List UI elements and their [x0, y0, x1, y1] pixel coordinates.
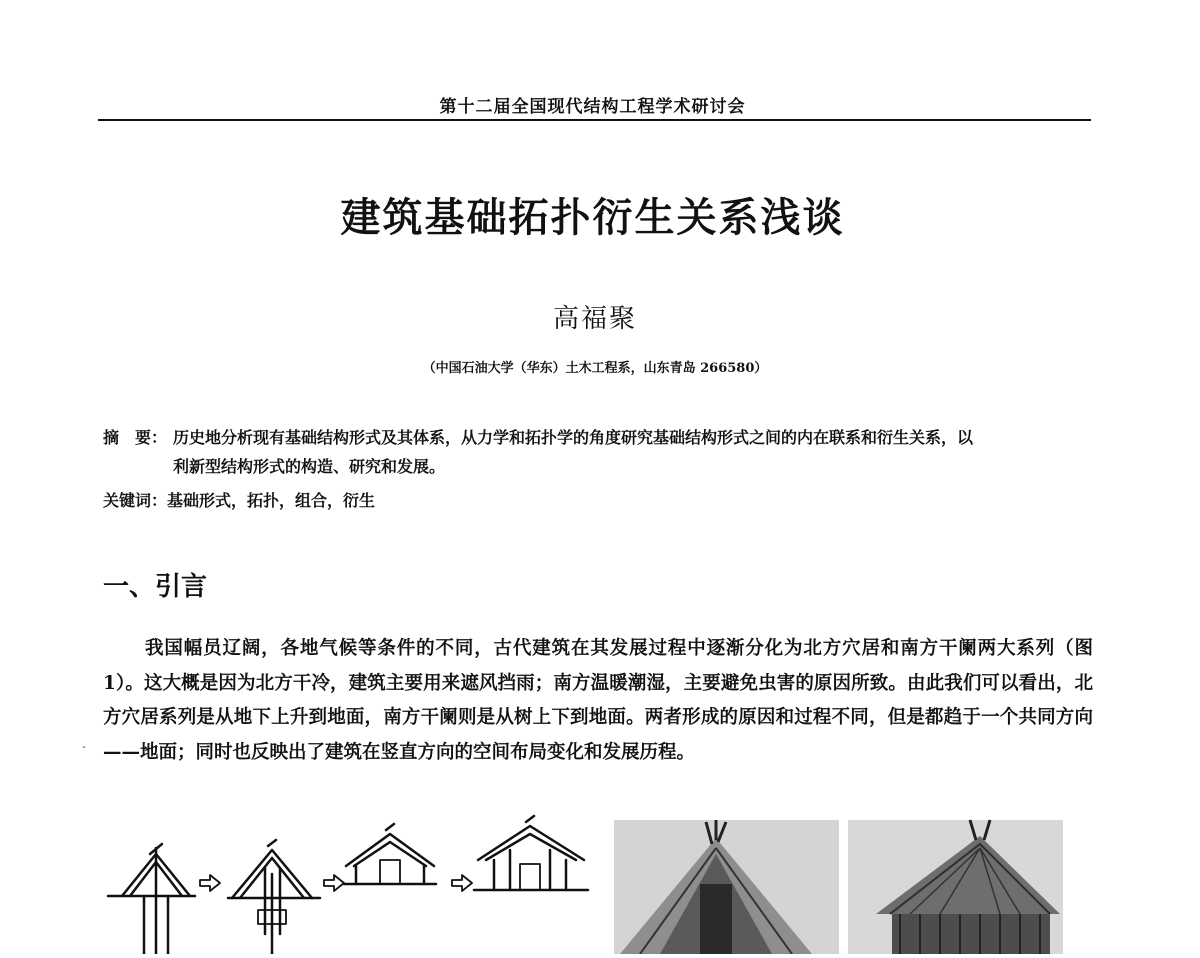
paper-author: 高福聚	[552, 304, 637, 334]
figure-1	[100, 814, 1090, 954]
timber-house-sketch	[474, 816, 588, 890]
author-affiliation: （中国石油大学（华东）土木工程系，山东青岛 266580）	[422, 361, 768, 376]
semi-subterranean-sketch	[228, 840, 320, 954]
body-paragraph: 我国幅员辽阔，各地气候等条件的不同，古代建筑在其发展过程中逐渐分化为北方穴居和南方干阑两大系列（图 1）。这大概是因为北方干冷，建筑主要用来遮风挡雨；南方温暖潮湿，主要避免虫害的原因所致。由此我们可以看出，北方穴居系列是从地下上升到地面，南方干阑则是从树上下到地面。两者形成的原因和过程不同，但是都趋于一个共同方向——地面；同时也反映出了建筑在竖直方向的空间布局变化和发展历程。	[103, 638, 1093, 763]
conical-hut-photo	[614, 820, 839, 954]
abstract-label: 摘 要：	[103, 428, 168, 447]
abstract-line-2: 利新型结构形式的构造、研究和发展。	[173, 457, 446, 476]
ground-dwelling-sketch	[344, 824, 436, 884]
running-head: 第十二届全国现代结构工程学术研讨会	[439, 97, 746, 117]
pit-dwelling-sketch	[108, 844, 195, 954]
section-heading: 一、引言	[103, 572, 208, 602]
abstract-line-1: 历史地分析现有基础结构形式及其体系，从力学和拓扑学的角度研究基础结构形式之间的内在联系和衍生关系，以	[173, 428, 974, 447]
figure-1-illustration	[100, 814, 1090, 954]
keywords-label: 关键词：	[103, 491, 168, 510]
keywords-text: 基础形式，拓扑，组合，衍生	[167, 491, 376, 510]
abstract	[103, 423, 1093, 481]
paper-title: 建筑基础拓扑衍生关系浅谈	[340, 195, 845, 241]
margin-mark: -	[82, 740, 86, 753]
keywords	[103, 488, 1093, 514]
header-rule	[98, 119, 1091, 121]
thatched-hut-photo	[848, 820, 1063, 954]
